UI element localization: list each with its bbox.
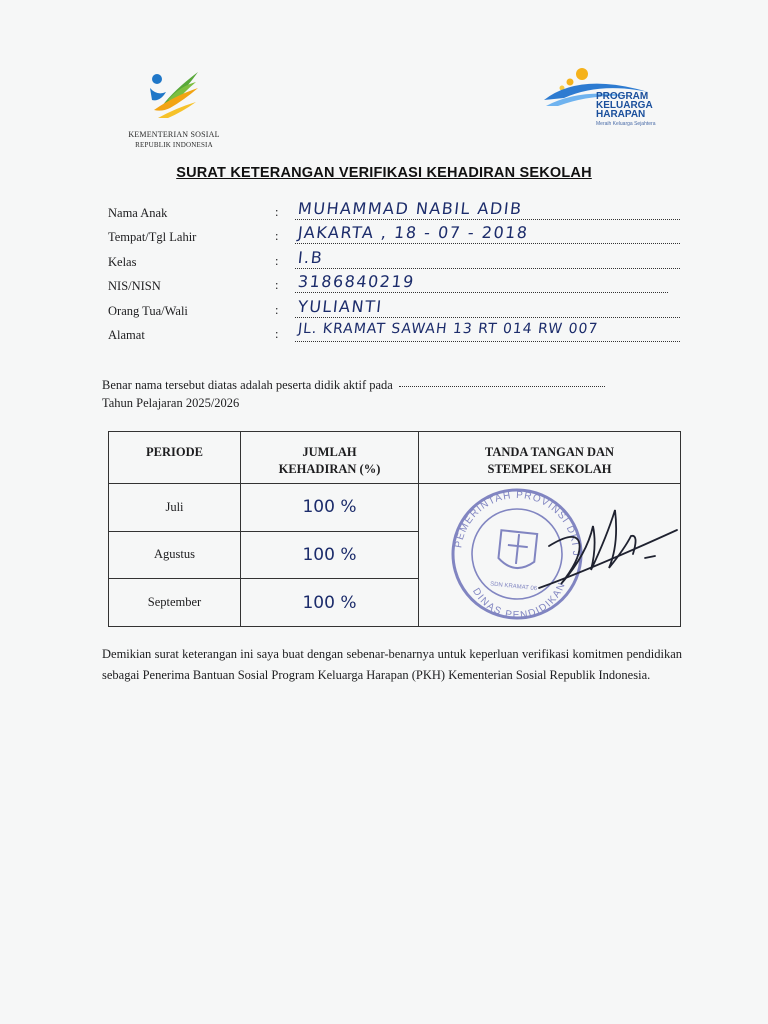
signature-stamp-cell: [419, 484, 681, 627]
verification-text: Benar nama tersebut diatas adalah peserta didik aktif pada: [102, 378, 393, 392]
form-value-ttl: JAKARTA , 18 - 07 - 2018: [297, 223, 530, 243]
form-label: Nama Anak: [108, 206, 168, 220]
kehadiran-cell: 100 %: [241, 579, 419, 627]
kehadiran-cell: 100 %: [241, 484, 419, 532]
dotted-line: [295, 292, 668, 293]
header-kehadiran-text: JUMLAH KEHADIRAN (%): [278, 445, 381, 476]
dotted-line: [399, 386, 605, 387]
kemensos-logo: [108, 66, 240, 150]
form-row-alamat: [108, 322, 680, 346]
form-value-wali: YULIANTI: [297, 296, 384, 316]
stamp-inner-text: SDN KRAMAT 06: [489, 581, 538, 593]
periode-cell: September: [109, 579, 241, 627]
ministry-country: REPUBLIK INDONESIA: [135, 141, 213, 149]
ministry-name: KEMENTERIAN SOSIAL: [128, 130, 220, 139]
kemensos-emblem-icon: [144, 66, 204, 124]
pkh-line3: HARAPAN: [596, 109, 646, 120]
form-colon: :: [275, 253, 279, 268]
table-row: [109, 484, 681, 532]
school-stamp-signature: [419, 484, 681, 628]
header-tanda-tangan-text: TANDA TANGAN DAN STEMPEL SEKOLAH: [484, 445, 615, 476]
pkh-tagline: Meraih Keluarga Sejahtera: [596, 121, 656, 127]
form-row-kelas: [108, 249, 680, 273]
school-stamp-icon: [419, 484, 589, 627]
closing-paragraph: Demikian surat keterangan ini saya buat dengan sebenar-benarnya untuk keperluan verifikasi komitmen pendidikan sebagai Penerima Bantuan Sosial Program Keluarga Harapan (PKH) Kementerian Sosial Republik Indonesia.: [102, 647, 682, 682]
document-title-wrap: [0, 164, 768, 182]
form-label: Tempat/Tgl Lahir: [108, 230, 197, 245]
header-periode: PERIODE: [109, 432, 241, 484]
periode-cell: Juli: [109, 484, 241, 532]
dotted-line: [295, 341, 680, 342]
dotted-line: [295, 243, 680, 244]
student-form: [108, 200, 680, 346]
form-value-alamat: JL. KRAMAT SAWAH 13 RT 014 RW 007: [297, 320, 600, 337]
form-colon: :: [275, 326, 279, 341]
dotted-line: [295, 219, 680, 220]
pkh-line2: KELUARGA: [596, 100, 653, 111]
pkh-line1: PROGRAM: [596, 91, 649, 102]
form-colon: :: [275, 302, 279, 317]
stamp-ring-bottom-text: DINAS PENDIDIKAN: [470, 580, 569, 622]
form-value-kelas: I.B: [297, 247, 325, 267]
form-colon: :: [275, 278, 279, 293]
document-title: SURAT KETERANGAN VERIFIKASI KEHADIRAN SEKOLAH: [176, 165, 592, 181]
table-header-row: [109, 432, 681, 484]
pkh-logo: [540, 66, 660, 136]
header-kehadiran: [241, 432, 419, 484]
form-label: Alamat: [108, 327, 145, 342]
form-value-nis: 3186840219: [297, 272, 416, 292]
svg-text:PEMERINTAH PROVINSI DKI JAKART: [419, 484, 589, 561]
school-year: Tahun Pelajaran 2025/2026: [102, 396, 240, 410]
header-tanda-tangan: [419, 432, 681, 484]
dotted-line: [295, 317, 680, 318]
form-row-nis: [108, 273, 680, 297]
stamp-ring-top-text: PEMERINTAH PROVINSI DKI JAKARTA: [453, 489, 582, 558]
form-label: Orang Tua/Wali: [108, 303, 188, 318]
form-value-nama: MUHAMMAD NABIL ADIB: [297, 199, 524, 218]
form-row-ttl: [108, 224, 680, 248]
form-colon: :: [275, 229, 279, 244]
form-label: Kelas: [108, 254, 137, 269]
form-label: NIS/NISN: [108, 279, 161, 294]
verification-statement: [102, 376, 682, 412]
attendance-table: [108, 431, 681, 627]
kehadiran-cell: 100 %: [241, 531, 419, 579]
periode-cell: Agustus: [109, 531, 241, 579]
dotted-line: [295, 268, 680, 269]
form-row-nama: [108, 200, 680, 224]
form-colon: :: [275, 205, 279, 219]
form-row-wali: [108, 298, 680, 322]
